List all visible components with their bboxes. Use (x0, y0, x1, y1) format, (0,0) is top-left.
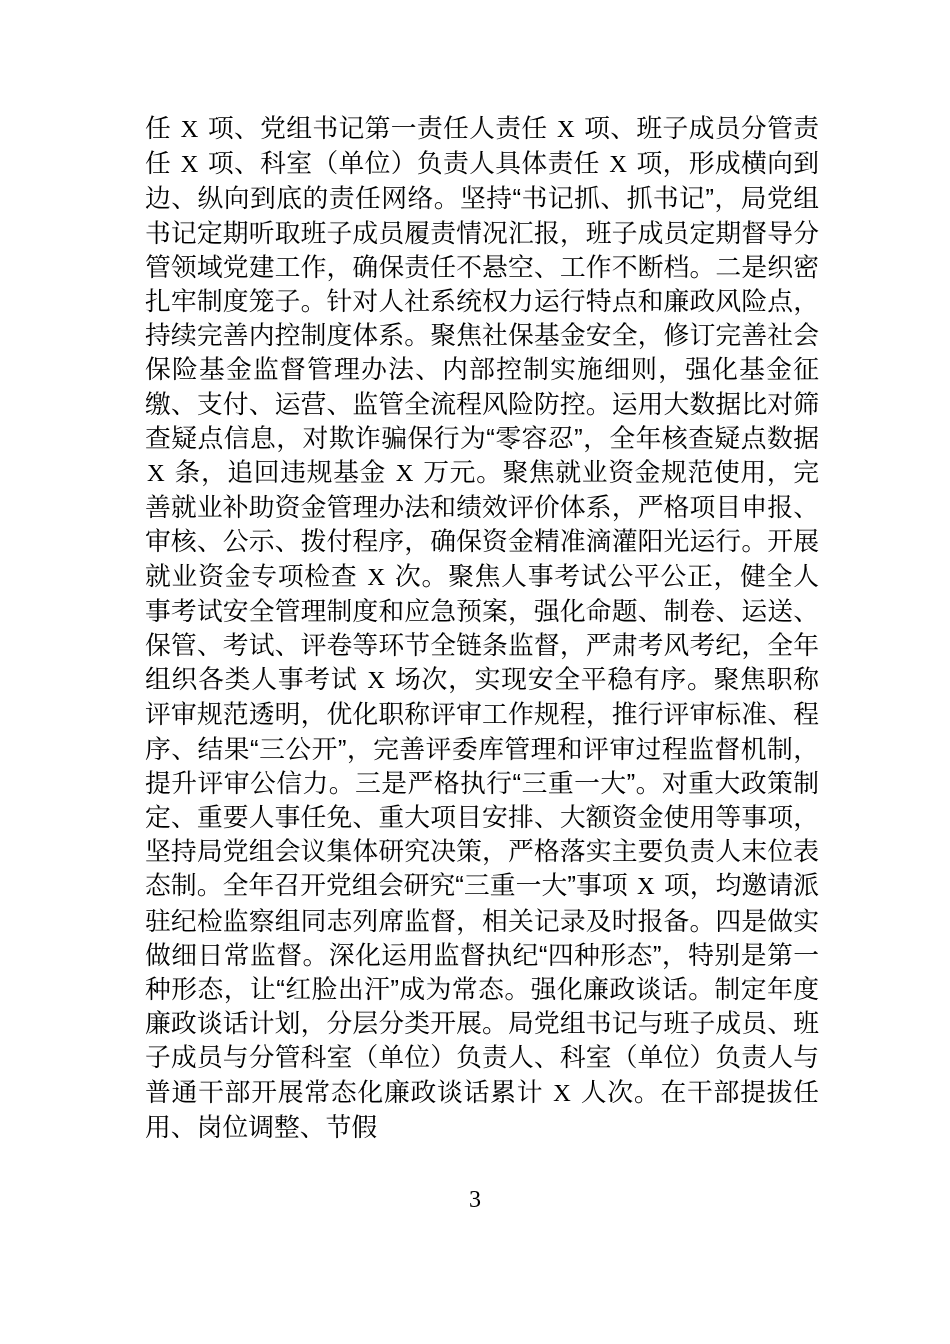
page-number: 3 (469, 1187, 481, 1213)
placeholder-value: X (636, 873, 655, 901)
placeholder-value: X (367, 667, 386, 695)
placeholder-value: X (180, 116, 199, 143)
placeholder-value: X (180, 151, 199, 179)
page-footer-margin (0, 1232, 950, 1344)
placeholder-value: X (367, 563, 386, 591)
page-footer (0, 1186, 950, 1214)
placeholder-value: X (609, 151, 627, 179)
placeholder-value: X (553, 1079, 571, 1107)
page-header-margin (0, 0, 950, 108)
placeholder-value: X (147, 460, 165, 488)
placeholder-value: X (395, 460, 414, 488)
body-paragraph: 任 X 项、党组书记第一责任人责任 X 项、班子成员分管责任 X 项、科室（单位）负责人具体责任 X 项，形成横向到边、纵向到底的责任网络。坚持“书记抓、抓书记”，局党组书记定期听取班子成员履责情况汇报，班子成员定期督导分管领域党建工作，确保责任不悬空、工作不断档。二是织密扎牢制度笼子。针对人社系统权力运行特点和廉政风险点，持续完善内控制度体系。聚焦社保基金安全，修订完善社会保险基金监督管理办法、内部控制实施细则，强化基金征缴、支付、运营、监管全流程风险防控。运用大数据比对筛查疑点信息，对欺诈骗保行为“零容忍”，全年核查疑点数据 X 条，追回违规基金 X 万元。聚焦就业资金规范使用，完善就业补助资金管理办法和绩效评价体系，严格项目申报、审核、公示、拨付程序，确保资金精准滴灌阳光运行。开展就业资金专项检查 X 次。聚焦人事考试公平公正，健全人事考试安全管理制度和应急预案，强化命题、制卷、运送、保管、考试、评卷等环节全链条监督，严肃考风考纪，全年组织各类人事考试 X 场次，实现安全平稳有序。聚焦职称评审规范透明，优化职称评审工作规程，推行评审标准、程序、结果“三公开”，完善评委库管理和评审过程监督机制，提升评审公信力。三是严格执行“三重一大”。对重大政策制定、重要人事任免、重大项目安排、大额资金使用等事项，坚持局党组会议集体研究决策，严格落实主要负责人末位表态制。全年召开党组会研究“三重一大”事项 X 项，均邀请派驻纪检监察组同志列席监督，相关记录及时报备。四是做实做细日常监督。深化运用监督执纪“四种形态”，特别是第一种形态，让“红脸出汗”成为常态。强化廉政谈话。制定年度廉政谈话计划，分层分类开展。局党组书记与班子成员、班子成员与分管科室（单位）负责人、科室（单位）负责人与普通干部开展常态化廉政谈话累计 X 人次。在干部提拔任用、岗位调整、节假 (145, 115, 820, 1142)
placeholder-value: X (556, 116, 575, 143)
document-body (145, 112, 819, 1145)
